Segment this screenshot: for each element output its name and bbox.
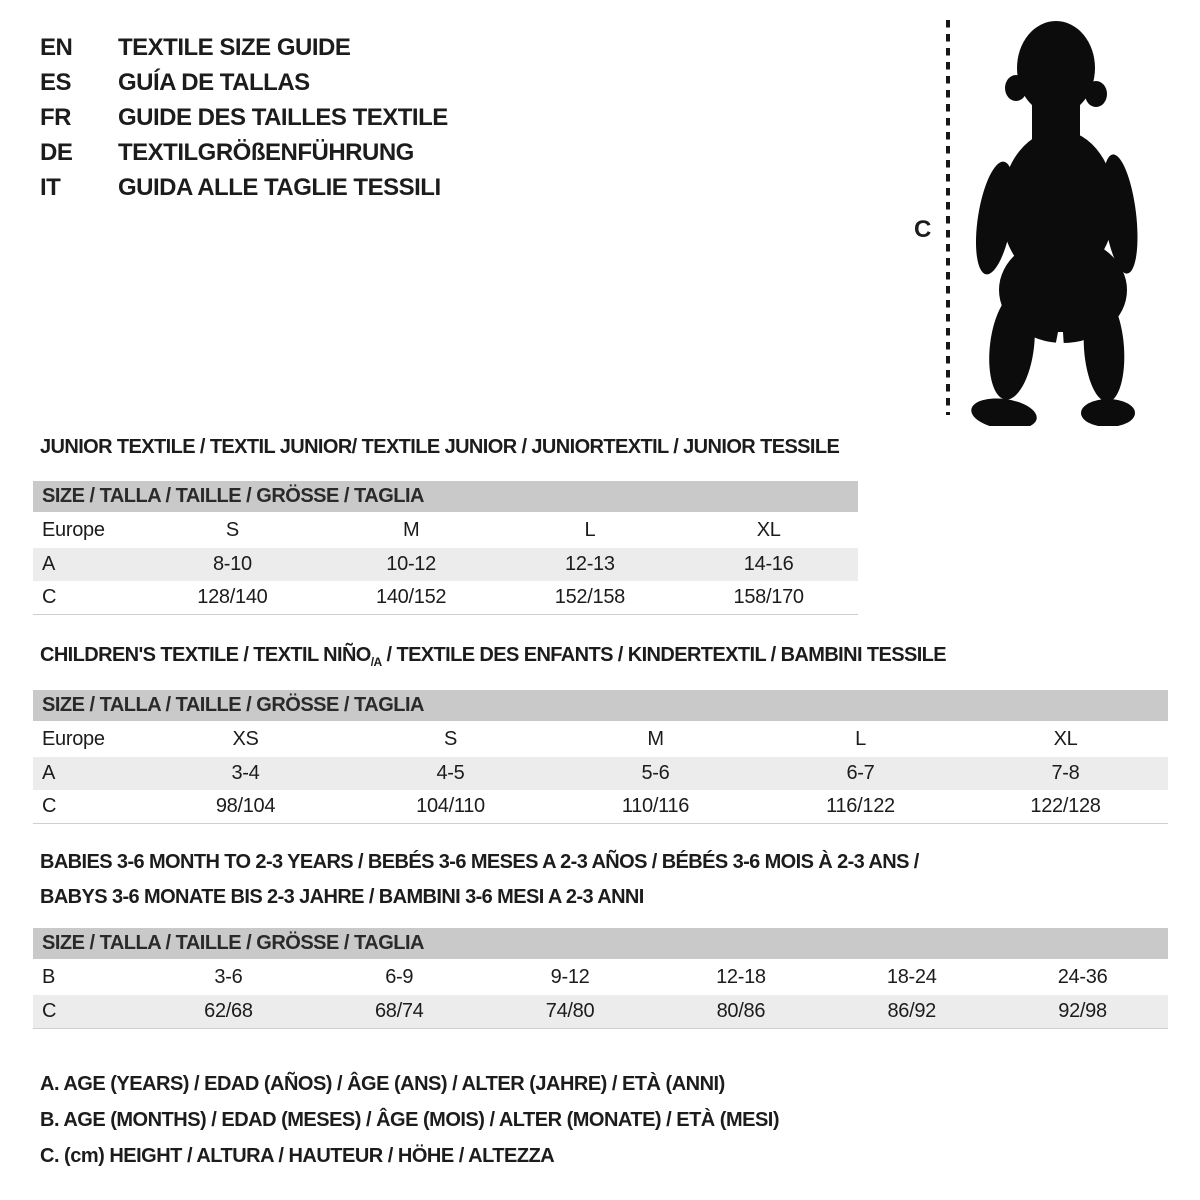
row-label: C (42, 1000, 57, 1022)
row-label: C (42, 586, 57, 608)
age-cell: 7-8 (1051, 762, 1080, 784)
size-table-header: SIZE / TALLA / TAILLE / GRÖSSE / TAGLIA (33, 481, 858, 512)
language-code: IT (40, 174, 61, 201)
height-cell: 92/98 (1058, 1000, 1107, 1022)
height-cell: 68/74 (374, 1000, 424, 1022)
row-label: Europe (42, 518, 105, 541)
table-row-months (33, 959, 1168, 995)
height-cell: 152/158 (554, 586, 625, 608)
language-title: GUÍA DE TALLAS (118, 69, 310, 96)
baby-silhouette (969, 21, 1143, 426)
age-cell: 12-13 (565, 553, 615, 575)
height-cell: 80/86 (716, 1000, 766, 1022)
table-row-age (33, 757, 1168, 790)
language-code: ES (40, 69, 72, 96)
language-title-list (40, 30, 448, 205)
months-cell: 12-18 (716, 965, 766, 988)
table-row-height (33, 581, 858, 614)
months-cell: 24-36 (1057, 965, 1108, 988)
legend-line-c: C. (cm) HEIGHT / ALTURA / HAUTEUR / HÖHE / ALTEZZA (40, 1145, 555, 1167)
table-row-height (33, 790, 1168, 823)
size-cell: XL (1053, 727, 1078, 750)
height-cell: 122/128 (1030, 795, 1101, 817)
language-code: FR (40, 104, 71, 131)
row-label: B (42, 965, 56, 988)
size-cell: M (402, 518, 420, 541)
language-title: TEXTILE SIZE GUIDE (118, 34, 351, 61)
language-code: EN (40, 34, 73, 61)
age-cell: 8-10 (212, 553, 252, 575)
junior-size-table (33, 481, 858, 615)
height-cell: 116/122 (826, 795, 895, 817)
legend-line-a: A. AGE (YEARS) / EDAD (AÑOS) / ÂGE (ANS) / ALTER (JAHRE) / ETÀ (ANNI) (40, 1073, 725, 1095)
height-figure (900, 12, 1162, 426)
babies-title-line2: BABYS 3-6 MONATE BIS 2-3 JAHRE / BAMBINI 3-6 MESI A 2-3 ANNI (40, 886, 644, 908)
size-cell: XL (756, 518, 781, 541)
height-cell: 140/152 (376, 586, 447, 608)
legend (40, 1066, 779, 1174)
height-cell: 128/140 (197, 586, 268, 608)
height-cell: 86/92 (887, 1000, 936, 1022)
size-table-header: SIZE / TALLA / TAILLE / GRÖSSE / TAGLIA (33, 928, 1168, 959)
age-cell: 3-4 (231, 762, 260, 784)
size-cell: L (584, 518, 596, 541)
legend-line-b: B. AGE (MONTHS) / EDAD (MESES) / ÂGE (MOIS) / ALTER (MONATE) / ETÀ (MESI) (40, 1109, 780, 1131)
children-title-pre: CHILDREN'S TEXTILE / TEXTIL NIÑO (40, 644, 371, 666)
size-cell: XS (232, 727, 259, 750)
age-cell: 4-5 (436, 762, 465, 784)
table-row-europe (33, 512, 858, 548)
junior-section-title: JUNIOR TEXTILE / TEXTIL JUNIOR/ TEXTILE JUNIOR / JUNIORTEXTIL / JUNIOR TESSILE (40, 436, 840, 458)
children-title-sub: /A (370, 655, 382, 669)
months-cell: 9-12 (550, 965, 590, 988)
months-cell: 3-6 (214, 965, 243, 988)
height-cell: 62/68 (204, 1000, 253, 1022)
row-label: A (42, 762, 56, 784)
height-cell: 98/104 (215, 795, 276, 817)
baby-silhouette-icon (900, 12, 1162, 426)
height-cell: 110/116 (621, 795, 690, 817)
months-cell: 18-24 (886, 965, 937, 988)
row-label: A (42, 553, 56, 575)
size-cell: M (647, 727, 664, 750)
babies-title-line1: BABIES 3-6 MONTH TO 2-3 YEARS / BEBÉS 3-6 MESES A 2-3 AÑOS / BÉBÉS 3-6 MOIS À 2-3 ANS / (40, 851, 919, 873)
table-row-height (33, 995, 1168, 1028)
row-label: Europe (42, 727, 105, 750)
months-cell: 6-9 (385, 965, 414, 988)
language-title: GUIDA ALLE TAGLIE TESSILI (118, 174, 441, 201)
children-size-table (33, 690, 1168, 824)
table-row-age (33, 548, 858, 581)
height-cell: 104/110 (416, 795, 485, 817)
age-cell: 5-6 (641, 762, 670, 784)
table-row-europe (33, 721, 1168, 757)
size-cell: S (443, 727, 458, 750)
babies-section-title (40, 845, 919, 915)
children-title-post: / TEXTILE DES ENFANTS / KINDERTEXTIL / BAMBINI TESSILE (381, 644, 947, 666)
size-table-header: SIZE / TALLA / TAILLE / GRÖSSE / TAGLIA (33, 690, 1168, 721)
height-label: C (914, 216, 932, 243)
babies-size-table (33, 928, 1168, 1029)
size-cell: S (225, 518, 239, 541)
height-cell: 74/80 (545, 1000, 595, 1022)
language-title: TEXTILGRÖßENFÜHRUNG (118, 139, 414, 166)
children-section-title (40, 644, 946, 669)
size-cell: L (855, 727, 866, 750)
height-cell: 158/170 (733, 586, 804, 608)
row-label: C (42, 795, 57, 817)
age-cell: 10-12 (386, 553, 436, 575)
language-code: DE (40, 139, 73, 166)
age-cell: 6-7 (846, 762, 875, 784)
language-title: GUIDE DES TAILLES TEXTILE (118, 104, 448, 131)
age-cell: 14-16 (743, 553, 794, 575)
